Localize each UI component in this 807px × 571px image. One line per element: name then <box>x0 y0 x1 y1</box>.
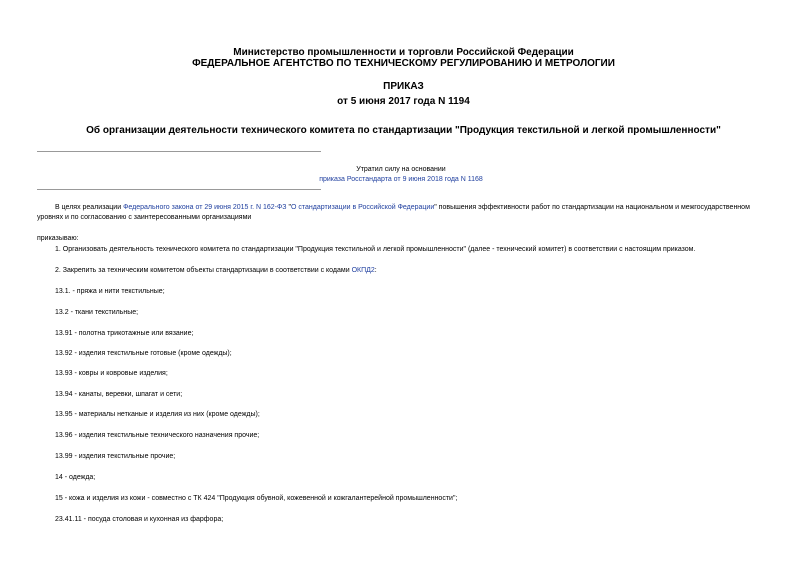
code-item: 13.2 - ткани текстильные; <box>55 309 139 316</box>
preamble-text-2: " <box>286 204 291 211</box>
code-item: 15 - кожа и изделия из кожи - совместно с ТК 424 "Продукция обувной, кожевенной и кожгалантерейной промышленности"; <box>55 495 458 502</box>
document-type: ПРИКАЗ <box>383 81 424 92</box>
code-item: 13.96 - изделия текстильные технического назначения прочие; <box>55 432 260 439</box>
federal-law-link[interactable]: Федерального закона от 29 июня 2015 г. N 162-ФЗ <box>123 204 287 211</box>
code-item: 13.91 - полотна трикотажные или вязание; <box>55 330 194 337</box>
okpd2-link[interactable]: ОКПД2 <box>351 267 375 274</box>
code-item: 13.92 - изделия текстильные готовые (кроме одежды); <box>55 350 232 357</box>
code-item: 13.94 - канаты, веревки, шпагат и сети; <box>55 391 183 398</box>
item-1: 1. Организовать деятельность технического комитета по стандартизации "Продукция текстильной и легкой промышленности" (далее - технический комитет) в соответствии с настоящим приказом. <box>55 246 696 253</box>
code-item: 23.41.11 - посуда столовая и кухонная из фарфора; <box>55 516 224 523</box>
item-2-end: : <box>374 267 377 274</box>
status-link[interactable]: приказа Росстандарта от 9 июня 2018 года N 1168 <box>319 176 483 183</box>
standardization-law-link[interactable]: О стандартизации в Российской Федерации <box>290 204 435 211</box>
preamble-text-3: " повышения эффективности работ по стандартизации на национальном и межгосударственном <box>434 204 750 211</box>
code-item: 13.99 - изделия текстильные прочие; <box>55 453 176 460</box>
divider-bottom <box>37 189 321 190</box>
code-item: 13.1. - пряжа и нити текстильные; <box>55 288 165 295</box>
status-note: Утратил силу на основании <box>356 166 446 173</box>
preamble-line-2: уровнях и по согласованию с заинтересованными организациями <box>37 214 252 221</box>
divider-top <box>37 151 321 152</box>
document-date-number: от 5 июня 2017 года N 1194 <box>337 96 470 107</box>
document-title: Об организации деятельности технического комитета по стандартизации "Продукция текстильной и легкой промышленности" <box>86 125 721 136</box>
agency-name: ФЕДЕРАЛЬНОЕ АГЕНТСТВО ПО ТЕХНИЧЕСКОМУ РЕГУЛИРОВАНИЮ И МЕТРОЛОГИИ <box>192 58 615 69</box>
preamble-text-1: В целях реализации <box>55 204 124 211</box>
code-item: 14 - одежда; <box>55 474 96 481</box>
ministry-name: Министерство промышленности и торговли Российской Федерации <box>233 47 574 58</box>
code-item: 13.93 - ковры и ковровые изделия; <box>55 370 168 377</box>
order-word: приказываю: <box>37 235 79 242</box>
item-2 <box>55 266 377 275</box>
item-2-text: 2. Закрепить за техническим комитетом объекты стандартизации в соответствии с кодами <box>55 267 352 274</box>
code-item: 13.95 - материалы нетканые и изделия из них (кроме одежды); <box>55 411 260 418</box>
preamble-line-1 <box>55 203 750 212</box>
